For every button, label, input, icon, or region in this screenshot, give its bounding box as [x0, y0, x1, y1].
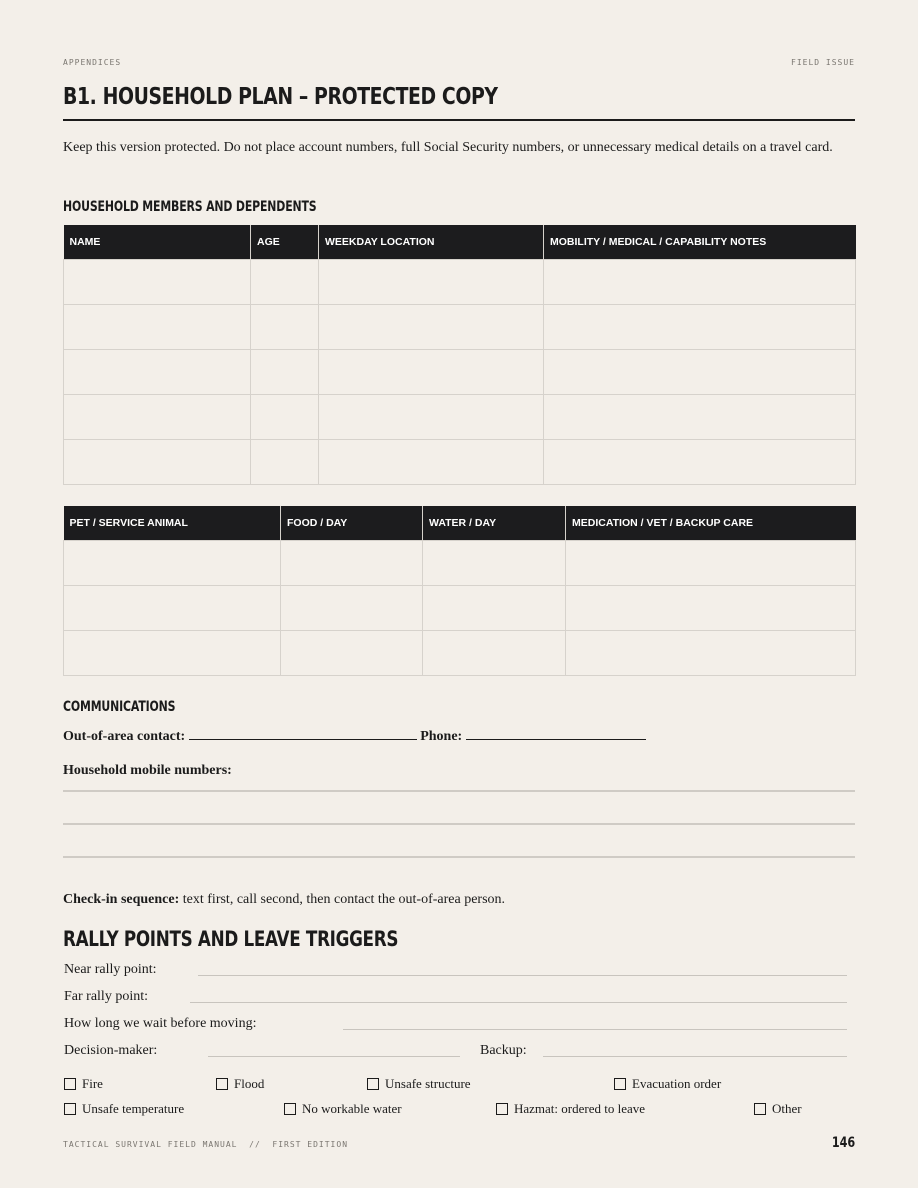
- trigger-label: Hazmat: ordered to leave: [514, 1101, 646, 1116]
- name-cell[interactable]: [64, 260, 251, 305]
- column-header: WEEKDAY LOCATION: [319, 225, 544, 260]
- trigger-label: Unsafe temperature: [82, 1101, 185, 1116]
- location-cell[interactable]: [319, 305, 544, 350]
- column-header: PET / SERVICE ANIMAL: [64, 506, 281, 541]
- trigger-label: Flood: [234, 1076, 265, 1091]
- age-cell[interactable]: [251, 395, 319, 440]
- rally-heading: RALLY POINTS AND LEAVE TRIGGERS: [63, 927, 399, 951]
- trigger-label: No workable water: [302, 1101, 402, 1116]
- care-cell[interactable]: [566, 586, 856, 631]
- animal-cell[interactable]: [64, 541, 281, 586]
- water-cell[interactable]: [423, 541, 566, 586]
- wait-row: [63, 1016, 847, 1036]
- contact-field[interactable]: [189, 727, 417, 740]
- communications-heading: COMMUNICATIONS: [63, 699, 176, 715]
- trigger-label: Other: [772, 1101, 802, 1116]
- far-rally-label: Far rally point:: [64, 989, 148, 1004]
- checkbox-icon: [496, 1103, 508, 1115]
- checkbox-icon: [64, 1103, 76, 1115]
- food-cell[interactable]: [281, 541, 423, 586]
- checkbox-icon: [64, 1078, 76, 1090]
- column-header: FOOD / DAY: [281, 506, 423, 541]
- table-row: [64, 260, 856, 305]
- animal-cell[interactable]: [64, 586, 281, 631]
- notes-cell[interactable]: [544, 350, 856, 395]
- near-rally-row: [63, 962, 847, 982]
- contact-label: Out-of-area contact:: [63, 729, 186, 744]
- trigger-label: Evacuation order: [632, 1076, 722, 1091]
- age-cell[interactable]: [251, 260, 319, 305]
- name-cell[interactable]: [64, 305, 251, 350]
- water-cell[interactable]: [423, 586, 566, 631]
- mobile-number-field[interactable]: [63, 823, 855, 825]
- checkbox-icon: [367, 1078, 379, 1090]
- table-row: [64, 586, 856, 631]
- age-cell[interactable]: [251, 350, 319, 395]
- checkbox-icon: [614, 1078, 626, 1090]
- issue-label: FIELD ISSUE: [791, 58, 855, 67]
- table-row: [64, 541, 856, 586]
- notes-cell[interactable]: [544, 260, 856, 305]
- notes-cell[interactable]: [544, 395, 856, 440]
- title-divider: [63, 119, 855, 121]
- table-header-row: [64, 225, 856, 260]
- phone-field[interactable]: [466, 727, 646, 740]
- backup-field[interactable]: [543, 1056, 847, 1057]
- trigger-unsafe-temperature-checkbox[interactable]: [64, 1101, 184, 1117]
- trigger-fire-checkbox[interactable]: [64, 1076, 103, 1092]
- food-cell[interactable]: [281, 586, 423, 631]
- column-header: NAME: [64, 225, 251, 260]
- contact-line: [63, 727, 646, 745]
- notes-cell[interactable]: [544, 440, 856, 485]
- intro-paragraph: Keep this version protected. Do not place account numbers, full Social Security numbers, or unnecessary medical details on a travel card.: [63, 140, 833, 155]
- table-row: [64, 350, 856, 395]
- name-cell[interactable]: [64, 350, 251, 395]
- location-cell[interactable]: [319, 350, 544, 395]
- notes-cell[interactable]: [544, 305, 856, 350]
- checkin-line: [63, 892, 505, 908]
- table-row: [64, 395, 856, 440]
- phone-label: Phone:: [420, 729, 463, 744]
- trigger-flood-checkbox[interactable]: [216, 1076, 264, 1092]
- mobile-number-field[interactable]: [63, 856, 855, 858]
- far-rally-row: [63, 989, 847, 1009]
- backup-label: Backup:: [480, 1043, 527, 1058]
- members-heading: HOUSEHOLD MEMBERS AND DEPENDENTS: [63, 199, 317, 215]
- trigger-label: Fire: [82, 1076, 103, 1091]
- age-cell[interactable]: [251, 305, 319, 350]
- trigger-label: Unsafe structure: [385, 1076, 471, 1091]
- near-rally-field[interactable]: [198, 975, 847, 976]
- document-page: [63, 0, 855, 1188]
- column-header: MEDICATION / VET / BACKUP CARE: [566, 506, 856, 541]
- section-label: APPENDICES: [63, 58, 122, 67]
- trigger-unsafe-structure-checkbox[interactable]: [367, 1076, 471, 1092]
- checkin-label: Check-in sequence:: [63, 892, 180, 907]
- location-cell[interactable]: [319, 260, 544, 305]
- mobile-label: Household mobile numbers:: [63, 763, 232, 778]
- mobile-number-field[interactable]: [63, 790, 855, 792]
- checkin-text: text first, call second, then contact the out-of-area person.: [179, 892, 506, 907]
- decision-row: [63, 1043, 847, 1063]
- column-header: WATER / DAY: [423, 506, 566, 541]
- water-cell[interactable]: [423, 631, 566, 676]
- trigger-evacuation-order-checkbox[interactable]: [614, 1076, 721, 1092]
- table-row: [64, 631, 856, 676]
- running-header: [63, 58, 855, 67]
- trigger-hazmat-checkbox[interactable]: [496, 1101, 645, 1117]
- animal-cell[interactable]: [64, 631, 281, 676]
- age-cell[interactable]: [251, 440, 319, 485]
- table-row: [64, 440, 856, 485]
- care-cell[interactable]: [566, 541, 856, 586]
- location-cell[interactable]: [319, 440, 544, 485]
- table-row: [64, 305, 856, 350]
- wait-label: How long we wait before moving:: [64, 1016, 257, 1031]
- checkbox-icon: [284, 1103, 296, 1115]
- name-cell[interactable]: [64, 395, 251, 440]
- page-title: B1. HOUSEHOLD PLAN – PROTECTED COPY: [63, 84, 498, 110]
- column-header: AGE: [251, 225, 319, 260]
- name-cell[interactable]: [64, 440, 251, 485]
- pets-table: [63, 506, 856, 676]
- checkbox-icon: [754, 1103, 766, 1115]
- wait-field[interactable]: [343, 1029, 847, 1030]
- trigger-no-water-checkbox[interactable]: [284, 1101, 402, 1117]
- table-header-row: [64, 506, 856, 541]
- location-cell[interactable]: [319, 395, 544, 440]
- mobile-numbers-line: [63, 763, 232, 779]
- household-members-table: [63, 225, 856, 485]
- page-number: 146: [831, 1135, 855, 1151]
- column-header: MOBILITY / MEDICAL / CAPABILITY NOTES: [544, 225, 856, 260]
- footer-title: TACTICAL SURVIVAL FIELD MANUAL // FIRST EDITION: [63, 1140, 349, 1149]
- far-rally-field[interactable]: [190, 1002, 847, 1003]
- care-cell[interactable]: [566, 631, 856, 676]
- food-cell[interactable]: [281, 631, 423, 676]
- near-rally-label: Near rally point:: [64, 962, 157, 977]
- decision-maker-label: Decision-maker:: [64, 1043, 158, 1058]
- checkbox-icon: [216, 1078, 228, 1090]
- trigger-other-checkbox[interactable]: [754, 1101, 802, 1117]
- decision-maker-field[interactable]: [208, 1056, 460, 1057]
